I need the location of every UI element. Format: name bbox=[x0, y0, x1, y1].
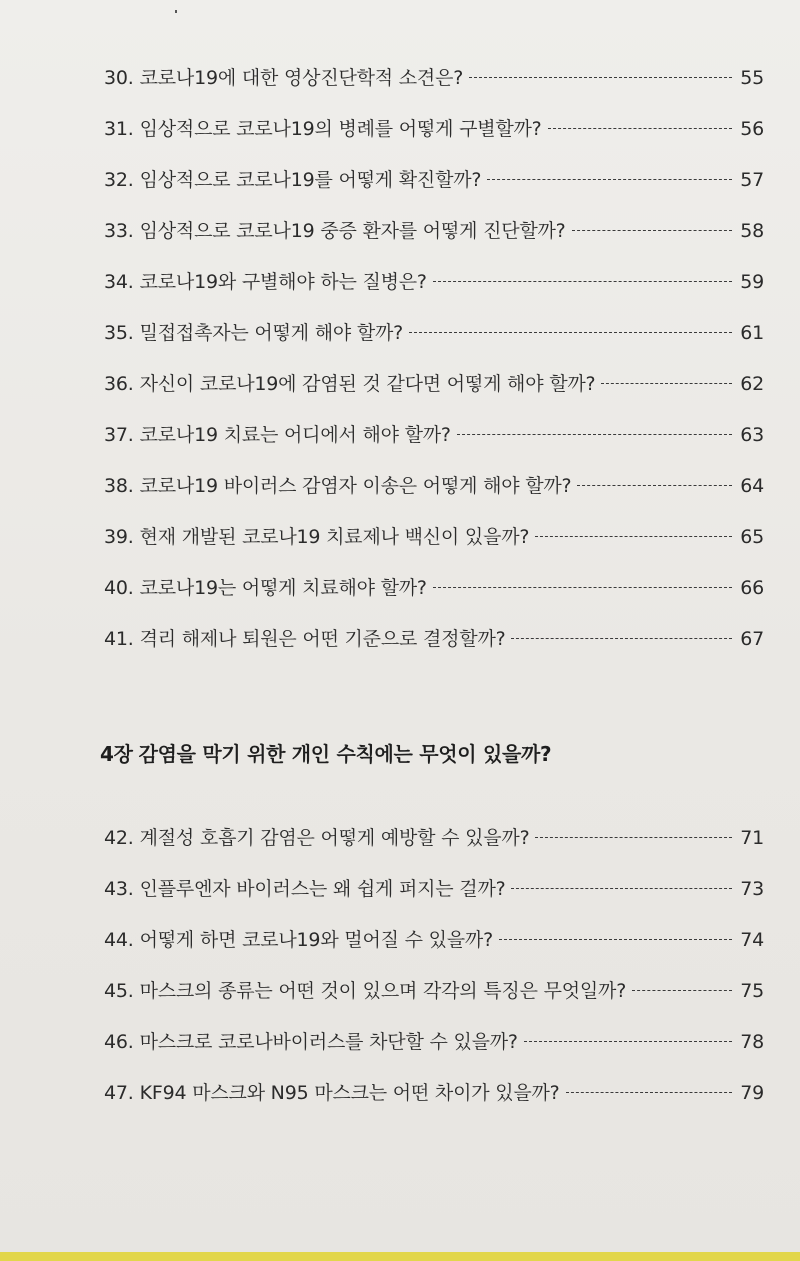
toc-entry-title: 임상적으로 코로나19의 병례를 어떻게 구별할까? bbox=[139, 118, 542, 140]
toc-entry bbox=[104, 976, 764, 1027]
toc-entry-title: 격리 해제나 퇴원은 어떤 기준으로 결정할까? bbox=[139, 628, 506, 650]
dotted-leader bbox=[409, 332, 732, 333]
toc-entry bbox=[104, 823, 764, 874]
dotted-leader bbox=[572, 230, 732, 231]
toc-entry-title: 밀접접촉자는 어떻게 해야 할까? bbox=[139, 322, 404, 344]
toc-entry-title: 코로나19와 구별해야 하는 질병은? bbox=[139, 271, 427, 293]
toc-entry-number: 42. bbox=[104, 827, 134, 849]
toc-entry-number: 44. bbox=[104, 929, 134, 951]
toc-entry-number: 43. bbox=[104, 878, 134, 900]
toc-entry bbox=[104, 874, 764, 925]
dotted-leader bbox=[535, 536, 732, 537]
dotted-leader bbox=[433, 587, 732, 588]
toc-entry-title: 코로나19는 어떻게 치료해야 할까? bbox=[139, 577, 427, 599]
toc-entry bbox=[104, 420, 764, 471]
toc-entry-page-number: 62 bbox=[740, 373, 764, 395]
dotted-leader bbox=[433, 281, 732, 282]
dotted-leader bbox=[457, 434, 732, 435]
toc-entry bbox=[104, 63, 764, 114]
toc-entry-page-number: 55 bbox=[740, 67, 764, 89]
toc-entry-page-number: 59 bbox=[740, 271, 764, 293]
dotted-leader bbox=[548, 128, 732, 129]
toc-entry-title: 마스크로 코로나바이러스를 차단할 수 있을까? bbox=[139, 1031, 518, 1053]
chapter-title: 감염을 막기 위한 개인 수칙에는 무엇이 있을까? bbox=[138, 742, 552, 766]
toc-entry-number: 39. bbox=[104, 526, 134, 548]
toc-entry-number: 36. bbox=[104, 373, 134, 395]
dotted-leader bbox=[524, 1041, 732, 1042]
toc-entry-page-number: 67 bbox=[740, 628, 764, 650]
dotted-leader bbox=[499, 939, 732, 940]
ink-dot bbox=[175, 10, 177, 13]
dotted-leader bbox=[469, 77, 732, 78]
toc-entry-number: 40. bbox=[104, 577, 134, 599]
toc-entry-number: 47. bbox=[104, 1082, 134, 1104]
toc-entry-title: 자신이 코로나19에 감염된 것 같다면 어떻게 해야 할까? bbox=[139, 373, 596, 395]
toc-entry-title: 현재 개발된 코로나19 치료제나 백신이 있을까? bbox=[139, 526, 530, 548]
toc-entry-number: 37. bbox=[104, 424, 134, 446]
toc-entry-title: 임상적으로 코로나19를 어떻게 확진할까? bbox=[139, 169, 482, 191]
dotted-leader bbox=[566, 1092, 732, 1093]
toc-list-section-1 bbox=[104, 63, 764, 675]
toc-entry-title: 마스크의 종류는 어떤 것이 있으며 각각의 특징은 무엇일까? bbox=[139, 980, 627, 1002]
toc-entry-number: 32. bbox=[104, 169, 134, 191]
toc-entry-page-number: 71 bbox=[740, 827, 764, 849]
toc-list-section-2 bbox=[104, 823, 764, 1129]
toc-entry-title: 계절성 호흡기 감염은 어떻게 예방할 수 있을까? bbox=[139, 827, 530, 849]
toc-entry bbox=[104, 471, 764, 522]
dotted-leader bbox=[487, 179, 732, 180]
toc-entry-number: 33. bbox=[104, 220, 134, 242]
toc-entry-title: 임상적으로 코로나19 중증 환자를 어떻게 진단할까? bbox=[139, 220, 566, 242]
toc-entry-title: 코로나19 바이러스 감염자 이송은 어떻게 해야 할까? bbox=[139, 475, 572, 497]
toc-entry-page-number: 58 bbox=[740, 220, 764, 242]
dotted-leader bbox=[601, 383, 732, 384]
toc-entry bbox=[104, 1078, 764, 1129]
toc-entry-page-number: 75 bbox=[740, 980, 764, 1002]
toc-entry-number: 41. bbox=[104, 628, 134, 650]
toc-entry bbox=[104, 1027, 764, 1078]
toc-entry bbox=[104, 165, 764, 216]
toc-entry bbox=[104, 522, 764, 573]
toc-entry-number: 46. bbox=[104, 1031, 134, 1053]
toc-entry-number: 45. bbox=[104, 980, 134, 1002]
toc-entry bbox=[104, 114, 764, 165]
dotted-leader bbox=[535, 837, 732, 838]
toc-entry-page-number: 56 bbox=[740, 118, 764, 140]
toc-entry bbox=[104, 318, 764, 369]
toc-entry-number: 34. bbox=[104, 271, 134, 293]
toc-entry-page-number: 65 bbox=[740, 526, 764, 548]
toc-entry-number: 30. bbox=[104, 67, 134, 89]
toc-entry-number: 35. bbox=[104, 322, 134, 344]
toc-entry-page-number: 74 bbox=[740, 929, 764, 951]
toc-entry-title: KF94 마스크와 N95 마스크는 어떤 차이가 있을까? bbox=[139, 1082, 560, 1104]
toc-entry-page-number: 73 bbox=[740, 878, 764, 900]
toc-entry bbox=[104, 267, 764, 318]
toc-entry-page-number: 66 bbox=[740, 577, 764, 599]
toc-entry-number: 31. bbox=[104, 118, 134, 140]
toc-entry bbox=[104, 216, 764, 267]
toc-entry-number: 38. bbox=[104, 475, 134, 497]
cover-edge-band bbox=[0, 1252, 800, 1261]
toc-entry bbox=[104, 925, 764, 976]
dotted-leader bbox=[632, 990, 732, 991]
dotted-leader bbox=[511, 638, 732, 639]
toc-entry-page-number: 79 bbox=[740, 1082, 764, 1104]
toc-entry-page-number: 63 bbox=[740, 424, 764, 446]
toc-entry bbox=[104, 573, 764, 624]
toc-entry-page-number: 57 bbox=[740, 169, 764, 191]
toc-entry bbox=[104, 624, 764, 675]
toc-entry-title: 인플루엔자 바이러스는 왜 쉽게 퍼지는 걸까? bbox=[139, 878, 506, 900]
toc-entry-title: 어떻게 하면 코로나19와 멀어질 수 있을까? bbox=[139, 929, 493, 951]
toc-entry-title: 코로나19 치료는 어디에서 해야 할까? bbox=[139, 424, 451, 446]
toc-entry bbox=[104, 369, 764, 420]
dotted-leader bbox=[577, 485, 732, 486]
chapter-number: 4장 bbox=[100, 742, 133, 766]
toc-entry-title: 코로나19에 대한 영상진단학적 소견은? bbox=[139, 67, 464, 89]
toc-entry-page-number: 61 bbox=[740, 322, 764, 344]
toc-entry-page-number: 78 bbox=[740, 1031, 764, 1053]
chapter-heading bbox=[100, 738, 551, 767]
toc-entry-page-number: 64 bbox=[740, 475, 764, 497]
dotted-leader bbox=[511, 888, 732, 889]
